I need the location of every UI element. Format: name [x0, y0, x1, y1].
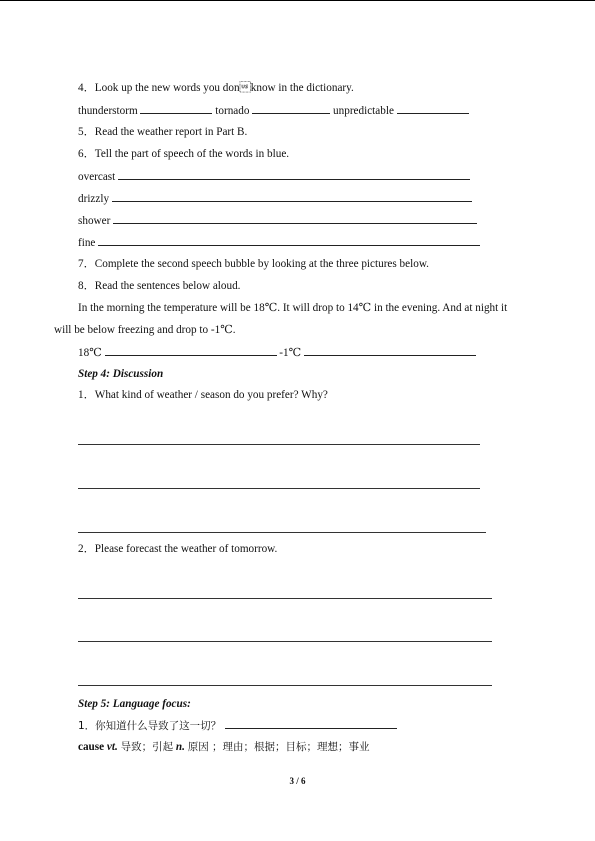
- forecast-line-3[interactable]: [78, 685, 492, 686]
- temp-minus1: -1℃: [279, 347, 302, 359]
- cause-meaning-verb: 导致；引起: [120, 741, 174, 753]
- pos-drizzly: [78, 191, 472, 206]
- word-unpredictable: unpredictable: [333, 105, 394, 117]
- word-tornado: tornado: [215, 105, 250, 117]
- vocab-line: [78, 103, 469, 118]
- question-6: 6．Tell the part of speech of the words in blue.: [78, 148, 290, 160]
- cause-pos-noun: n.: [175, 741, 185, 753]
- word-thunderstorm: thunderstorm: [78, 105, 138, 117]
- blank-thunderstorm[interactable]: [140, 103, 212, 114]
- question-7: 7．Complete the second speech bubble by looking at the three pictures below.: [78, 258, 429, 270]
- answer-line-3[interactable]: [78, 532, 486, 533]
- word-drizzly: drizzly: [78, 193, 110, 205]
- cause-meaning-noun: 原因 ；理由；根据；目标；理想；事业: [187, 741, 370, 753]
- page-number: 3 / 6: [289, 776, 306, 786]
- blank-tornado[interactable]: [252, 103, 330, 114]
- paragraph-line-1: In the morning the temperature will be 18℃. It will drop to 14℃ in the evening. And at night it: [78, 302, 508, 314]
- step5-question-1: [78, 718, 397, 733]
- word-fine: fine: [78, 237, 96, 249]
- step4-heading: Step 4: Discussion: [78, 368, 164, 380]
- blank-shower[interactable]: [113, 213, 477, 224]
- question-5: 5．Read the weather report in Part B.: [78, 126, 248, 138]
- answer-line-2[interactable]: [78, 488, 480, 489]
- blank-unpredictable[interactable]: [397, 103, 469, 114]
- blank-overcast[interactable]: [118, 169, 470, 180]
- answer-line-1[interactable]: [78, 444, 480, 445]
- temp-18: 18℃: [78, 347, 102, 359]
- question-4: 4．Look up the new words you don know in the dictionary.: [78, 82, 354, 94]
- blank-step5-q1[interactable]: [225, 718, 397, 729]
- forecast-line-1[interactable]: [78, 598, 492, 599]
- step5-q1-text: 1．你知道什么导致了这一切？: [78, 720, 222, 732]
- top-border: [0, 0, 595, 1]
- question-8: 8．Read the sentences below aloud.: [78, 280, 241, 292]
- word-overcast: overcast: [78, 171, 116, 183]
- blank-fine[interactable]: [98, 235, 480, 246]
- blank-temp-minus1[interactable]: [304, 345, 476, 356]
- blank-drizzly[interactable]: [112, 191, 472, 202]
- blank-temp-18[interactable]: [105, 345, 277, 356]
- step4-question-1: 1．What kind of weather / season do you prefer? Why?: [78, 389, 328, 401]
- cause-word: cause: [78, 741, 105, 753]
- word-shower: shower: [78, 215, 111, 227]
- temperature-line: [78, 345, 476, 360]
- forecast-line-2[interactable]: [78, 641, 492, 642]
- cause-definition: [78, 740, 370, 754]
- pos-overcast: [78, 169, 470, 184]
- step5-heading: Step 5: Language focus:: [78, 698, 191, 710]
- step4-question-2: 2．Please forecast the weather of tomorrow.: [78, 543, 278, 555]
- cause-pos-verb: vt.: [106, 741, 118, 753]
- pos-fine: [78, 235, 480, 250]
- pos-shower: [78, 213, 477, 228]
- paragraph-line-2: will be below freezing and drop to -1℃.: [54, 324, 236, 336]
